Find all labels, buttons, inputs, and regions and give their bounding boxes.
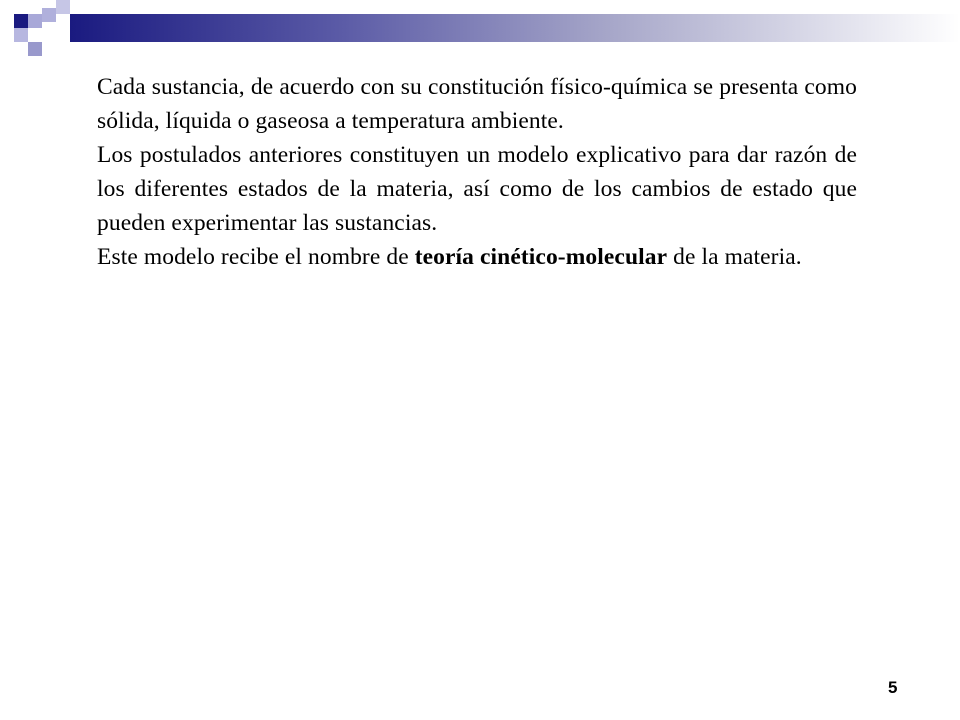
page-number: 5: [888, 678, 898, 697]
decor-square: [28, 28, 42, 42]
decor-square: [28, 42, 42, 56]
header-gradient-bar: [70, 14, 960, 42]
decor-square: [56, 0, 70, 14]
slide-body: [97, 70, 857, 274]
paragraph-3: [97, 240, 857, 274]
decor-square: [14, 28, 28, 42]
paragraph-3-end: de la materia.: [667, 244, 802, 270]
paragraph-2: Los postulados anteriores constituyen un modelo explicativo para dar razón de los diferentes estados de la materia, así como de los cambios de estado que pueden experimentar las sustancias.: [97, 142, 857, 236]
header-decoration: [0, 0, 960, 60]
key-term: teoría cinético-molecular: [414, 244, 668, 270]
decor-square: [42, 8, 56, 22]
decor-square: [14, 14, 28, 28]
decor-square: [28, 14, 42, 28]
paragraph-1: Cada sustancia, de acuerdo con su constitución físico-química se presenta como sólida, líquida o gaseosa a temperatura ambiente.: [97, 74, 857, 134]
paragraph-3-start: Este modelo recibe el nombre de: [97, 244, 415, 270]
